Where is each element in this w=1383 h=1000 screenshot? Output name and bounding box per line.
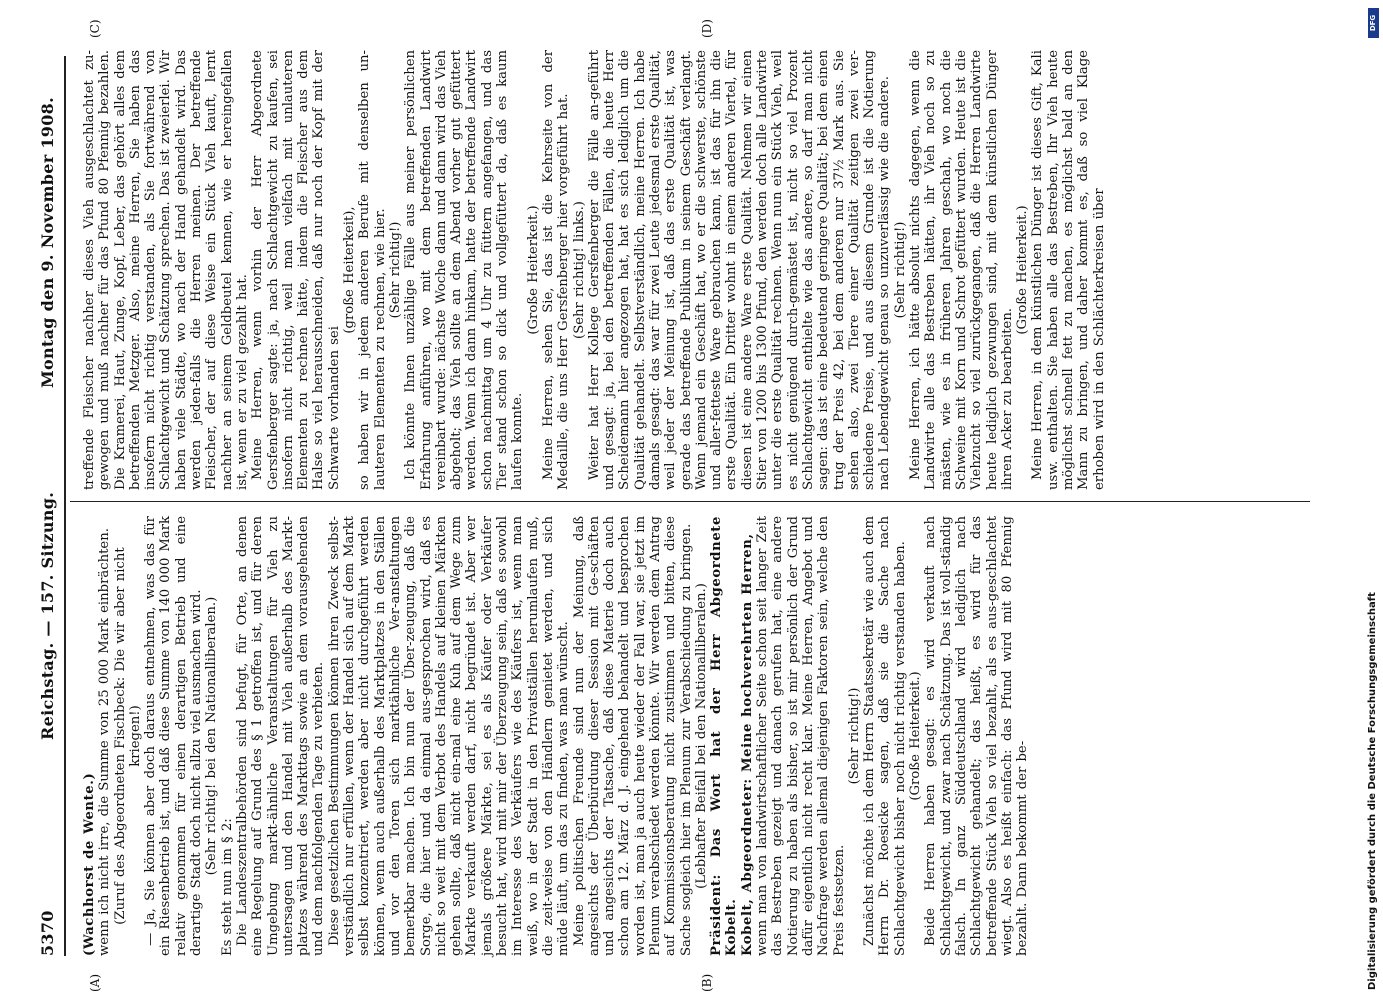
interjection: (Sehr richtig!) xyxy=(892,221,908,319)
paragraph: Meine Herren, wenn vorhin der Herr Abgeordnete Gersfenberger sagte: ja, nach Schlachtgewicht zu kaufen, sei insofern nicht richtig, weil man vielfach mit unlauteren Elementen zu rechnen hätte, indem die Fleischer aus dem Halse so viel herausschneiden, daß nur noch der Kopf mit der Schwarte vorhanden sei xyxy=(250,50,342,490)
session-title: Reichstag. — 157. Sitzung. xyxy=(38,491,57,740)
interjection: (Große Heiterkeit.) xyxy=(525,205,541,335)
paragraph: Ich könnte Ihnen unzählige Fälle aus meiner persönlichen Erfahrung anführen, wo mit dem betreffenden Landwirt vereinbart wurde: nächste Woche dann und dann wird das Vieh abgeholt; das Vieh sollte an dem Abend vorher gut gefüttert werden. Wenn ich dann hinkam, hatte der betreffende Landwirt schon nachmittag um 4 Uhr zu füttern angefangen, und das Tier stand schon so dick und vollgefüttert da, daß es kaum laufen konnte. xyxy=(403,50,526,490)
paragraph: Zunächst möchte ich dem Herrn Staatssekretär wie auch dem Herrn Dr. Roesicke sagen, daß sie die Sache nach Schlachtgewicht bisher noch nicht richtig verstanden haben. xyxy=(862,516,908,956)
margin-marker-a: (A) xyxy=(88,973,102,992)
interjection: (Sehr richtig!) xyxy=(387,221,403,319)
paragraph: Weiter hat Herr Kollege Gersfenberger die Fälle an-geführt und gesagt: ja, bei den betreffenden Fällen, die heute Herr Scheidemann hier angezogen hat, hat es sich lediglich um die Qualität gehandelt. Selbstverständlich, meine Herren. Ich habe damals gesagt: das war für zwei Leute jedesmal erste Qualität, weil jeder der Meinung ist, daß das erste Qualität ist, was gerade das betreffende Publikum in seinem Geschäft verlangt. Wenn jemand ein Geschäft hat, wo er die schwerste, schönste und aller-fetteste Ware gebrauchen kann, ist das für ihn die erste Qualität. Ein Dritter wohnt in einem anderen Viertel, für diesen ist eine andere Ware erste Qualität. Nehmen wir einen Stier von 1200 bis 1300 Pfund, den werden doch alle Landwirte unter die erste Qualität rechnen. Wenn nun ein Stück Vieh, weil es nicht genügend durch-gemästet ist, nicht so viel Prozent Schlachtgewicht enthielte wie das andere, so darf man nicht sagen: das ist eine bedeutend geringere Qualität; bei dem einen trug der Preis 42, bei dem anderen nur 37½ Mark aus. Sie sehen also, zwei Tiere einer Qualität zeitigen zwei ver-schiedene Preise, und aus diesem Grunde ist die Notierung nach Lebendgewicht genau so unzuverlässig wie die andere. xyxy=(586,50,893,490)
speaker-line: (Wachhorst de Wente.) xyxy=(82,772,97,956)
paragraph: Diese gesetzlichen Bestimmungen können ihren Zweck selbst-verständlich nur erfüllen, wenn der Handel sich auf dem Markt selbst konzentriert, werden aber nicht durchgeführt werden können, wenn auch außerhalb des Marktplatzes in den Ställen und vor den Toren sich marktähnliche Ver-anstaltungen bemerkbar machen. Ich bin nun der Über-zeugung, daß die Sorge, die hier und da einmal aus-gesprochen wird, daß es nicht so weit mit dem Verbot des Handels auf kleinen Märkten gehen sollte, daß nicht ein-mal eine Kuh auf dem Wege zum Markte verkauft werden darf, nicht begründet ist. Aber wer jemals größere Märkte, sei es als Käufer oder Verkäufer besucht hat, wird mit mir der Überzeugung sein, daß es sowohl im Interesse des Verkäufers wie des Käufers ist, wenn man weiß, wo in der Stadt in den Privatställen herumlaufen muß, die zeit-weise von den Händlern genietet werden, und sich müde läuft, um das zu finden, was man wünscht. xyxy=(326,516,572,956)
interjection: (Große Heiterkeit.) xyxy=(1015,205,1031,335)
paragraph: Meine Herren, in dem künstlichen Dünger ist dieses Gift, Kali usw. enthalten. Sie haben alle das Bestreben, Ihr Vieh heute möglichst schnell fett zu machen, es möglichst bald an den Mann zu bringen, und daher kommt es, daß so viel Klage erhoben wird in den Schlächterkreisen über xyxy=(1030,50,1107,490)
column-divider xyxy=(70,501,1310,502)
interjection: (Sehr richtig! links.) xyxy=(571,201,587,339)
interjection: (Sehr richtig! bei den Nationalliberalen.) xyxy=(204,596,220,876)
interjection: (Zuruf des Abgeordneten Fischbeck: Die wir aber nicht kriegen!) xyxy=(112,547,143,925)
paragraph: Meine Herren, ich hätte absolut nichts dagegen, wenn die Landwirte alle das Bestreben hätten, ihr Vieh noch so zu mästen, wie es in früheren Jahren geschah, wo noch die Schweine mit Korn und Schrot gefüttert wurden. Heute ist die Viehzucht so viel zurückgegangen, daß die Herren Landwirte heute lediglich gezwungen sind, mit dem künstlichen Dünger ihren Acker zu bearbeiten. xyxy=(908,50,1015,490)
paragraph: so haben wir in jedem anderen Berufe mit denselben un-lauteren Elementen zu rechnen, wie hier. xyxy=(357,50,388,490)
paragraph: treffende Fleischer nachher dieses Vieh ausgeschlachtet zu-gewogen und muß nachher für das Pfund 80 Pfennig bezahlen. Die Kramerei, Haut, Zunge, Kopf, Leber, das gehört alles dem betreffenden Metzger. Also, meine Herren, Sie haben das insofern nicht richtig verstanden, als Sie fortwährend von Schlachtgewicht und Schätzung sprechen. Das ist zweierlei. Wir haben viele Städte, wo nach der Hand gehandelt wird. Das werden jeden-falls die Herren meinen. Der betreffende Fleischer, der auf diese Weise ein Stück Vieh kauft, lernt nachher an seinem Geldbeutel kennen, wie er hereingefallen ist, wenn er zu viel gezahlt hat. xyxy=(82,50,250,490)
left-column xyxy=(82,516,1030,956)
dfg-logo-text: DFG xyxy=(1369,14,1377,32)
page-number: 5370 xyxy=(38,910,57,956)
paragraph: Meine politischen Freunde sind nun der Meinung, daß angesichts der Überbürdung dieser Session mit Ge-schäften und angesichts der Tatsache, daß diese Materie doch auch schon am 12. März d. J. eingehend behandelt und besprochen worden ist, man ja auch heute wieder der Fall war, sie jetzt im Plenum verabschiedet werden könnte. Wir werden dem Antrag auf Kommissionsberatung nicht zustimmen und bitten, diese Sache sogleich hier im Plenum zur Verabschiedung zu bringen. xyxy=(571,516,694,956)
margin-marker-b: (B) xyxy=(700,973,714,992)
paragraph: Meine Herren, sehen Sie, das ist die Kehrseite von der Medaille, die uns Herr Gersfenberger hier vorgeführt hat. xyxy=(540,50,572,490)
speaker-line: Kobelt, Abgeordneter: Meine hochverehrten Herren, xyxy=(739,533,755,956)
interjection: (Lebhafter Beifall bei den Nationalliberalen.) xyxy=(693,583,709,889)
margin-marker-c: (C) xyxy=(88,19,102,38)
header-rule xyxy=(64,56,66,956)
margin-marker-d: (D) xyxy=(700,19,714,38)
paragraph: wenn man von landwirtschaftlicher Seite schon seit langer Zeit das Bestreben gezeigt und danach gerufen hat, eine andere Notierung zu haben als bisher, so ist mir persönlich der Grund dafür eigentlich nicht recht klar. Meine Herren, Angebot und Nachfrage werden allemal diejenigen Faktoren sein, welche den Preis festsetzen. xyxy=(755,516,847,956)
paragraph: — Ja, Sie können aber doch daraus entnehmen, was das für ein Riesenbetrieb ist, und daß diese Summe von 140 000 Mark relativ genommen für einen derartigen Betrieb und eine derartige Stadt doch nicht allzu viel ausmachen wird. xyxy=(143,516,205,956)
session-date: Montag den 9. November 1908. xyxy=(38,97,57,388)
paragraph: Es steht nun im § 2: xyxy=(219,818,235,956)
interjection: (Große Heiterkeit.) xyxy=(908,671,924,801)
dfg-logo xyxy=(1368,8,1379,38)
interjection: (Sehr richtig!) xyxy=(846,687,862,785)
interjection: (große Heiterkeit), xyxy=(342,206,358,334)
speaker-line: Präsident: Das Wort hat der Herr Abgeordnete Kobelt. xyxy=(709,516,740,956)
paragraph: Beide Herren haben gesagt: es wird verkauft nach Schlachtgewicht, und zwar nach Schätzung. Das ist voll-ständig falsch. In ganz Süddeutschland wird lediglich nach Schlachtgewicht gehandelt; das heißt, es wird für das betreffende Stück Vieh so viel bezahlt, als es aus-geschlachtet wiegt. Also es heißt einfach: das Pfund wird mit 80 Pfennig bezahlt. Dann bekommt der be- xyxy=(923,516,1031,956)
digitization-note xyxy=(1367,10,1381,990)
paragraph: Die Landeszentralbehörden sind befugt, für Orte, an denen eine Regelung auf Grund des § 1 getroffen ist, und für deren Umgebung markt-ähnliche Veranstaltungen für Vieh zu untersagen und den Handel mit Vieh außerhalb des Markt-platzes während des Markttags sowie an dem vorausgehenden und dem nachfolgenden Tage zu verbieten. xyxy=(234,516,327,956)
digitization-note-text: Digitalisierung gefördert durch die Deutsche Forschungsgemeinschaft xyxy=(1367,592,1378,990)
right-column xyxy=(82,50,1107,490)
paragraph: wenn ich nicht irre, die Summe von 25 000 Mark einbrächten. xyxy=(97,528,113,956)
